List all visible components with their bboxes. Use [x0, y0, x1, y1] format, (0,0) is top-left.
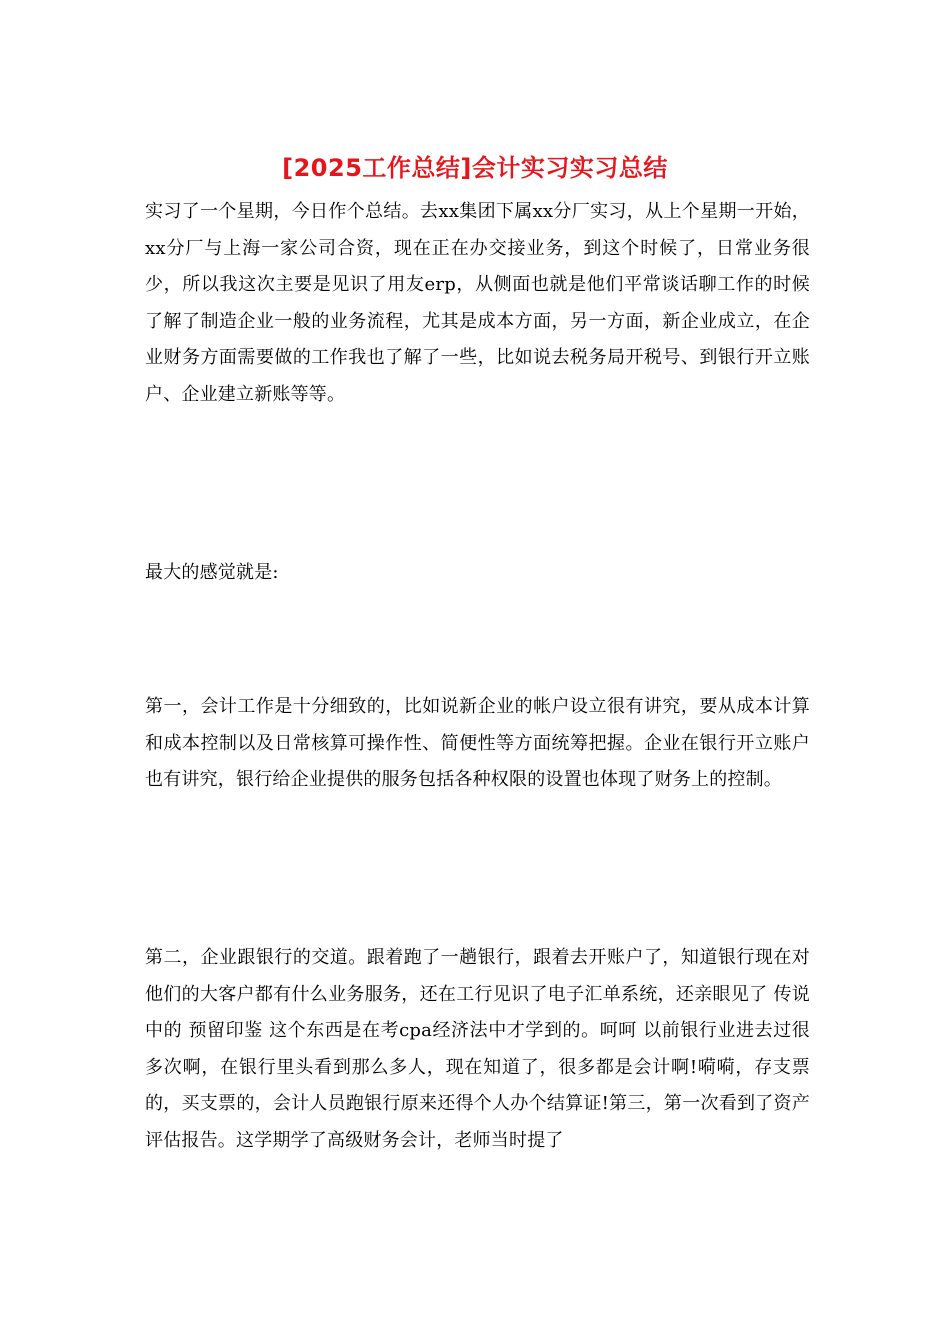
paragraph-second-point: 第二，企业跟银行的交道。跟着跑了一趟银行，跟着去开账户了，知道银行现在对他们的大客户都有什么业务服务，还在工行见识了电子汇单系统，还亲眼见了 传说中的 预留印鉴 这个东西是在考cpa经济法中才学到的。呵呵 以前银行业进去过很多次啊，在银行里头看到那么多人，现在知道了，很多都是会计啊!嗬嗬，存支票的，买支票的，会计人员跑银行原来还得个人办个结算证!第三，第一次看到了资产评估报告。这学期学了高级财务会计，老师当时提了 — [145, 947, 810, 1151]
paragraph-first-point: 第一，会计工作是十分细致的，比如说新企业的帐户设立很有讲究，要从成本计算和成本控制以及日常核算可操作性、简便性等方面统筹把握。企业在银行开立账户也有讲究，银行给企业提供的服务包括各种权限的设置也体现了财务上的控制。 — [145, 696, 810, 790]
paragraph-feeling-heading: 最大的感觉就是: — [145, 562, 279, 583]
document-title: [2025工作总结]会计实习实习总结 — [282, 154, 668, 182]
paragraph-intro: 实习了一个星期，今日作个总结。去xx集团下属xx分厂实习，从上个星期一开始，xx分厂与上海一家公司合资，现在正在办交接业务，到这个时候了，日常业务很少，所以我这次主要是见识了用友erp，从侧面也就是他们平常谈话聊工作的时候了解了制造企业一般的业务流程，尤其是成本方面，另一方面，新企业成立，在企业财务方面需要做的工作我也了解了一些，比如说去税务局开税号、到银行开立账户、企业建立新账等等。 — [145, 201, 810, 405]
